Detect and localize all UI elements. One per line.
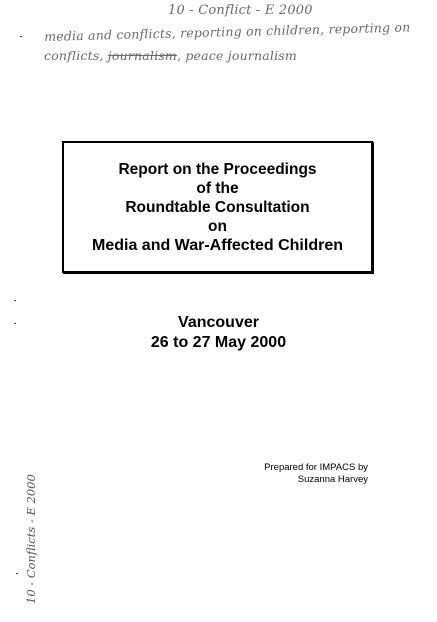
margin-mark xyxy=(16,573,18,574)
title-line-2: of the xyxy=(196,180,239,197)
handwritten-keywords-line2-end: , peace journalism xyxy=(177,48,297,63)
margin-mark xyxy=(20,36,22,37)
title-line-5: Media and War-Affected Children xyxy=(92,237,343,254)
handwritten-struck-word: journalism xyxy=(107,48,177,63)
prepared-by xyxy=(264,462,368,486)
title-box xyxy=(62,141,373,273)
event-location: Vancouver xyxy=(178,314,259,331)
title-text xyxy=(64,160,371,255)
title-line-4: on xyxy=(208,218,227,235)
title-line-1: Report on the Proceedings xyxy=(118,161,317,178)
handwritten-keywords-line2 xyxy=(44,48,297,63)
handwritten-top-note: 10 - Conflict - E 2000 xyxy=(168,3,313,18)
margin-mark xyxy=(14,300,16,301)
event-info xyxy=(0,313,437,353)
handwritten-keywords-line2-start: conflicts, xyxy=(44,48,108,63)
event-dates: 26 to 27 May 2000 xyxy=(150,334,287,351)
handwritten-keywords-line1: media and conflicts, reporting on children, reporting on xyxy=(44,19,411,44)
author-name: Suzanna Harvey xyxy=(297,474,368,485)
handwritten-side-note: 10 - Conflicts - E 2000 xyxy=(24,474,38,604)
prepared-for-line: Prepared for IMPACS by xyxy=(264,462,368,473)
title-line-3: Roundtable Consultation xyxy=(125,199,310,216)
